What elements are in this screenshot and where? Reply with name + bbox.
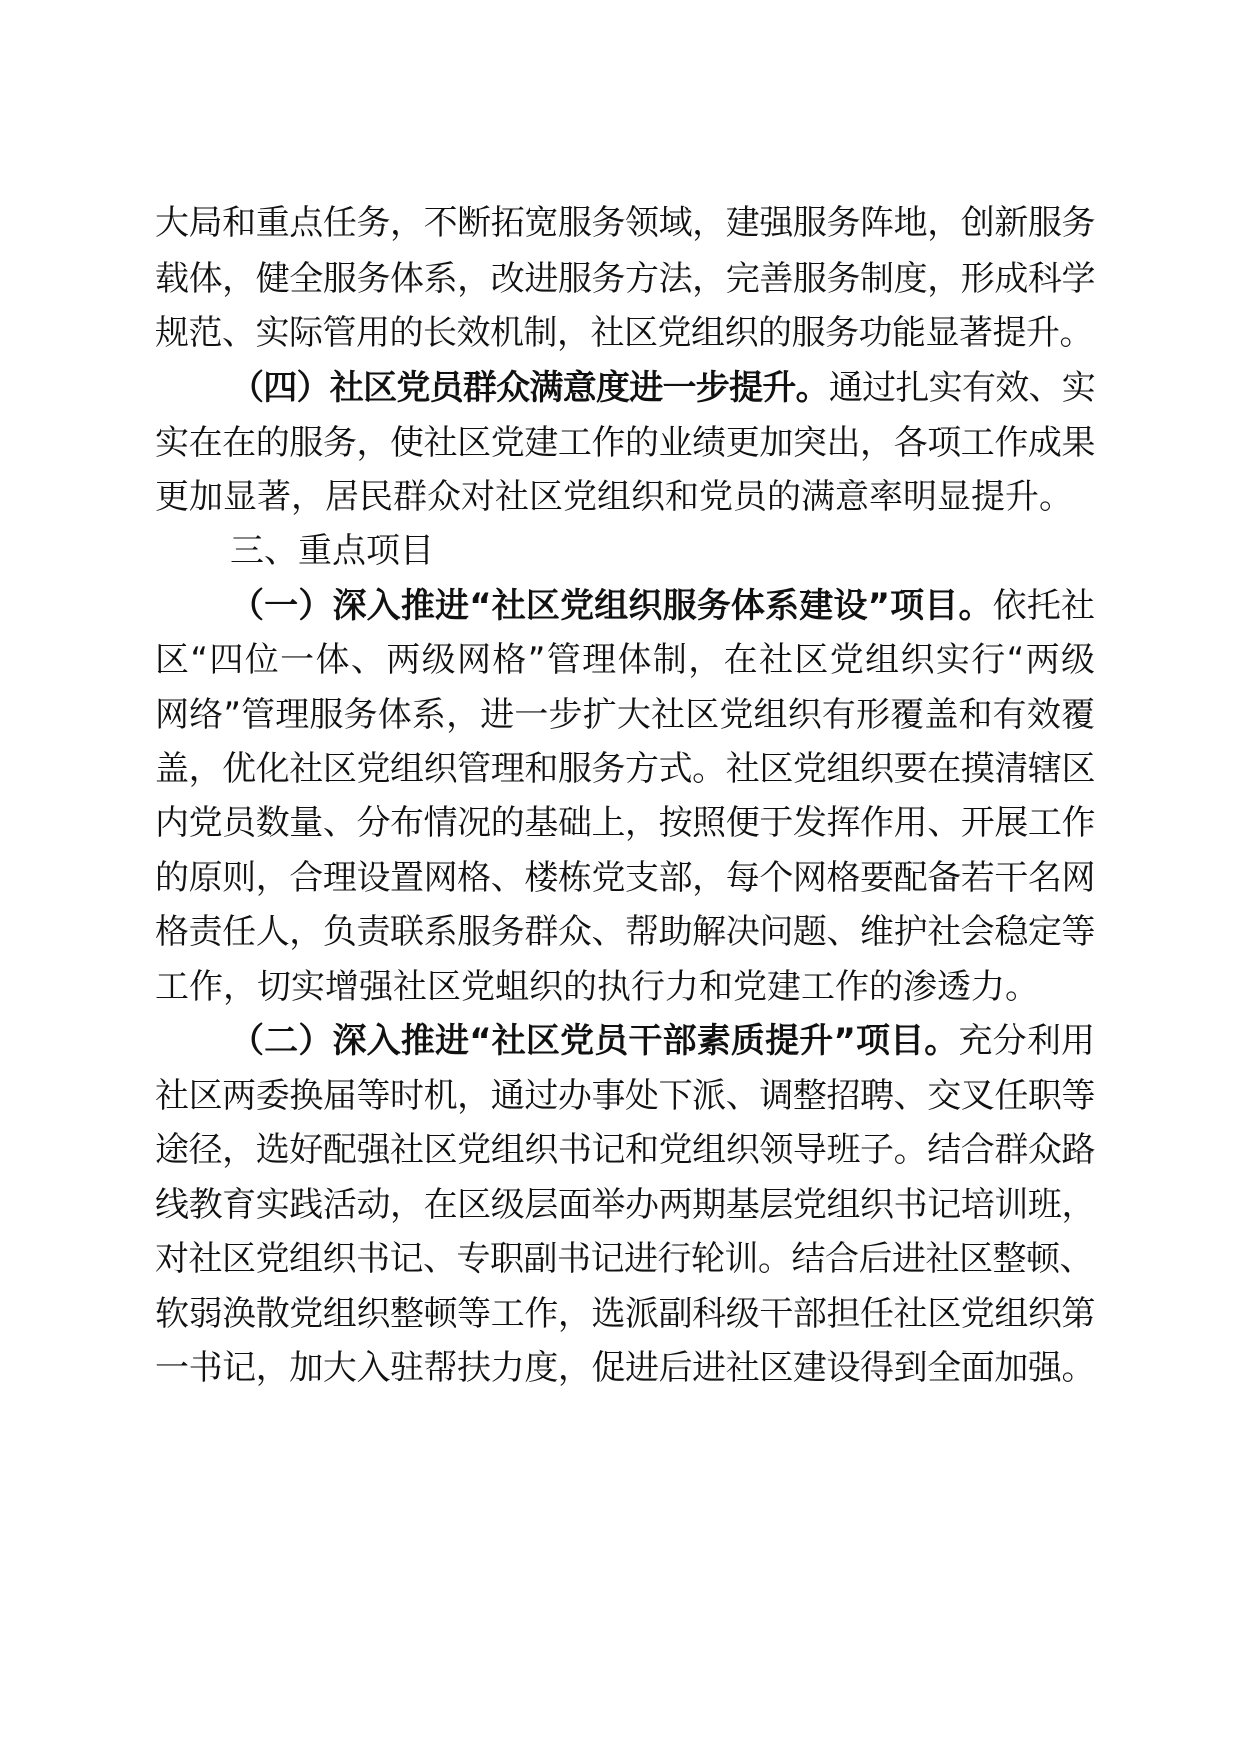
body-line: 实在在的服务，使社区党建工作的业绩更加突出，各项工作成果 [155, 423, 1095, 463]
subheading-line-2 [230, 1011, 1095, 1071]
subheading-1-title: （一）深入推进“社区党组织服务体系建设”项目。 [230, 586, 993, 626]
body-line: 大局和重点任务，不断拓宽服务领域，建强服务阵地，创新服务 [155, 203, 1095, 243]
body-line: 一书记，加大入驻帮扶力度，促进后进社区建设得到全面加强。 [155, 1348, 1095, 1388]
body-line: 的原则，合理设置网格、楼栋党支部，每个网格要配备若干名网 [155, 858, 1095, 898]
subheading-line-1 [230, 576, 1095, 636]
body-line: 格责任人，负责联系服务群众、帮助解决问题、维护社会稳定等 [155, 912, 1095, 952]
subheading-4-title: （四）社区党员群众满意度进一步提升。 [230, 368, 829, 408]
subheading-2-text: 充分利用 [958, 1021, 1095, 1061]
body-line: 网络”管理服务体系，进一步扩大社区党组织有形覆盖和有效覆 [155, 695, 1095, 735]
body-line: 软弱涣散党组织整顿等工作，选派副科级干部担任社区党组织第 [155, 1294, 1095, 1334]
body-line: 区“四位一体、两级网格”管理体制，在社区党组织实行“两级 [155, 640, 1095, 680]
subheading-2-title: （二）深入推进“社区党员干部素质提升”项目。 [230, 1021, 959, 1061]
section-heading: 三、重点项目 [230, 531, 434, 571]
body-line: 对社区党组织书记、专职副书记进行轮训。结合后进社区整顿、 [155, 1239, 1093, 1279]
body-line: 社区两委换届等时机，通过办事处下派、调整招聘、交叉任职等 [155, 1076, 1095, 1116]
body-line: 工作，切实增强社区党蛆织的执行力和党建工作的渗透力。 [155, 967, 1039, 1007]
body-line: 更加显著，居民群众对社区党组织和党员的满意率明显提升。 [155, 477, 1073, 517]
body-line: 内党员数量、分布情况的基础上，按照便于发挥作用、开展工作 [155, 803, 1095, 843]
body-line: 盖，优化社区党组织管理和服务方式。社区党组织要在摸清辖区 [155, 749, 1095, 789]
subheading-1-text: 依托社 [992, 586, 1095, 626]
body-line: 载体，健全服务体系，改进服务方法，完善服务制度，形成科学 [155, 259, 1095, 299]
body-line: 线教育实践活动，在区级层面举办两期基层党组织书记培训班， [155, 1185, 1095, 1225]
body-line: 途径，选好配强社区党组织书记和党组织领导班子。结合群众路 [155, 1130, 1095, 1170]
body-line: 规范、实际管用的长效机制，社区党组织的服务功能显著提升。 [155, 313, 1093, 353]
subheading-4-text: 通过扎实有效、实 [828, 368, 1095, 408]
subheading-line-4 [230, 358, 1095, 418]
